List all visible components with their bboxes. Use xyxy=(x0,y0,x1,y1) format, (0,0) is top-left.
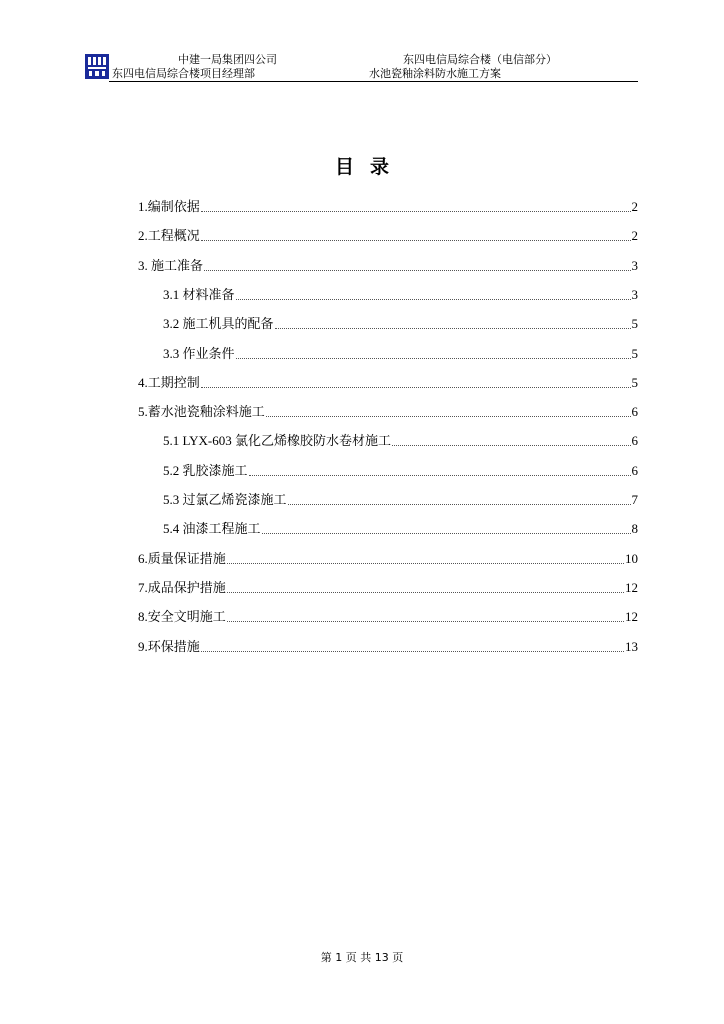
toc-entry[interactable] xyxy=(163,490,638,508)
toc-entry-page: 5 xyxy=(631,316,638,331)
toc-entry-page: 12 xyxy=(625,580,638,595)
toc-entry[interactable] xyxy=(138,373,638,391)
toc-entry-label: 3.3 作业条件 xyxy=(163,346,235,361)
toc-entry[interactable] xyxy=(163,285,638,303)
toc-dot-leader xyxy=(266,415,631,417)
toc-entry-page: 3 xyxy=(631,287,638,302)
toc-dot-leader xyxy=(236,357,631,359)
toc-dot-leader xyxy=(236,298,631,300)
toc-entry-page: 6 xyxy=(631,404,638,419)
toc-entry-page: 5 xyxy=(631,375,638,390)
toc-entry-label: 3.2 施工机具的配备 xyxy=(163,316,274,331)
toc-entry[interactable] xyxy=(163,519,638,537)
toc-entry-page: 5 xyxy=(631,346,638,361)
toc-entry-page: 8 xyxy=(631,521,638,536)
toc-entry[interactable] xyxy=(138,197,638,215)
header-company: 中建一局集团四公司 xyxy=(178,53,277,66)
toc-entry[interactable] xyxy=(163,461,638,479)
toc-entry-label: 6.质量保证措施 xyxy=(138,551,226,566)
header-project: 东四电信局综合楼（电信部分） xyxy=(403,53,557,66)
toc-dot-leader xyxy=(201,210,631,212)
toc-entry[interactable] xyxy=(163,344,638,362)
toc-entry[interactable] xyxy=(138,607,638,625)
company-logo-icon xyxy=(85,54,109,79)
toc-entry-label: 1.编制依据 xyxy=(138,199,200,214)
toc-entry-page: 3 xyxy=(631,258,638,273)
page-header xyxy=(85,50,638,84)
toc-entry[interactable] xyxy=(163,431,638,449)
toc-entry-label: 5.1 LYX-603 氯化乙烯橡胶防水卷材施工 xyxy=(163,433,391,448)
toc-entry-page: 13 xyxy=(625,639,638,654)
toc-entry-label: 8.安全文明施工 xyxy=(138,609,226,624)
toc-entry-page: 6 xyxy=(631,463,638,478)
toc-dot-leader xyxy=(201,386,631,388)
toc-entry-page: 12 xyxy=(625,609,638,624)
toc-title: 目录 xyxy=(334,156,405,178)
toc-entry-label: 4.工期控制 xyxy=(138,375,200,390)
toc-entry-page: 2 xyxy=(631,199,638,214)
toc-entry-label: 7.成品保护措施 xyxy=(138,580,226,595)
toc-entry[interactable] xyxy=(163,314,638,332)
toc-dot-leader xyxy=(288,503,631,505)
toc-dot-leader xyxy=(227,562,624,564)
toc-entry-page: 2 xyxy=(631,228,638,243)
header-document-title: 水池瓷釉涂料防水施工方案 xyxy=(369,67,501,80)
toc-dot-leader xyxy=(227,620,624,622)
header-department: 东四电信局综合楼项目经理部 xyxy=(112,67,255,80)
header-divider xyxy=(109,81,638,82)
toc-entry[interactable] xyxy=(138,637,638,655)
toc-entry[interactable] xyxy=(138,226,638,244)
toc-entry-label: 5.4 油漆工程施工 xyxy=(163,521,261,536)
toc-dot-leader xyxy=(201,239,631,241)
toc-dot-leader xyxy=(262,532,631,534)
toc-dot-leader xyxy=(204,269,630,271)
toc-entry-page: 6 xyxy=(631,433,638,448)
toc-entry-label: 2.工程概况 xyxy=(138,228,200,243)
toc-dot-leader xyxy=(275,327,631,329)
toc-entry-label: 3. 施工准备 xyxy=(138,258,204,273)
toc-entry-page: 7 xyxy=(631,492,638,507)
toc-entry[interactable] xyxy=(138,578,638,596)
toc-entry-label: 5.2 乳胶漆施工 xyxy=(163,463,248,478)
toc-entry-label: 9.环保措施 xyxy=(138,639,200,654)
toc-dot-leader xyxy=(201,650,624,652)
toc-entry-page: 10 xyxy=(625,551,638,566)
toc-entry-label: 5.3 过氯乙烯瓷漆施工 xyxy=(163,492,287,507)
toc-entry-label: 3.1 材料准备 xyxy=(163,287,235,302)
toc-entry[interactable] xyxy=(138,256,638,274)
toc-entry-label: 5.蓄水池瓷釉涂料施工 xyxy=(138,404,265,419)
toc-dot-leader xyxy=(227,591,624,593)
page-footer: 第 1 页 共 13 页 xyxy=(320,951,404,964)
toc-dot-leader xyxy=(249,474,631,476)
toc-entry[interactable] xyxy=(138,549,638,567)
toc-entry[interactable] xyxy=(138,402,638,420)
toc-dot-leader xyxy=(392,444,631,446)
